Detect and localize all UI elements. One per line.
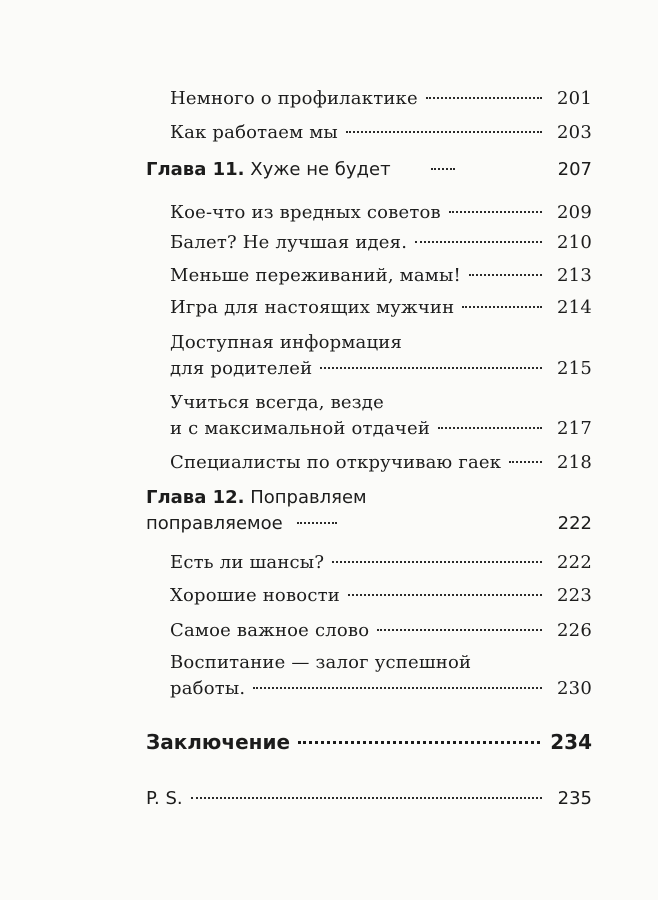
toc-page-number: 215 bbox=[557, 358, 592, 379]
toc-page-number: 218 bbox=[557, 452, 592, 473]
dot-leader bbox=[462, 306, 542, 308]
toc-entry-title: Доступная информация bbox=[170, 332, 403, 353]
dot-leader bbox=[297, 522, 337, 524]
toc-entry-title: Кое-что из вредных советов bbox=[170, 202, 441, 223]
toc-page-number: 234 bbox=[550, 730, 592, 754]
dot-leader bbox=[377, 629, 542, 631]
toc-entry-title: Игра для настоящих мужчин bbox=[170, 297, 455, 318]
toc-entry-title: Учиться всегда, везде bbox=[170, 392, 384, 413]
toc-entry-title-continued: работы. bbox=[170, 678, 246, 699]
toc-page-number: 209 bbox=[557, 202, 592, 223]
chapter-label: Глава 12. bbox=[146, 487, 245, 508]
chapter-title: Хуже не будет bbox=[250, 159, 391, 180]
dot-leader bbox=[449, 211, 542, 213]
chapter-title-continued: поправляемое bbox=[146, 513, 283, 534]
toc-entry-title: Самое важное слово bbox=[170, 620, 370, 641]
toc-page-number: 222 bbox=[557, 513, 592, 534]
toc-page-number: 201 bbox=[557, 88, 592, 109]
dot-leader bbox=[320, 367, 542, 369]
dot-leader bbox=[253, 687, 542, 689]
toc-entry-title-continued: и с максимальной отдачей bbox=[170, 418, 431, 439]
toc-entry-title: Балет? Не лучшая идея. bbox=[170, 232, 408, 253]
toc-entry-title: Немного о профилактике bbox=[170, 88, 418, 109]
conclusion-title: Заключение bbox=[146, 730, 291, 754]
toc-page-number: 226 bbox=[557, 620, 592, 641]
toc-entry-title: Как работаем мы bbox=[170, 122, 338, 143]
toc-page-number: 210 bbox=[557, 232, 592, 253]
dot-leader bbox=[346, 131, 542, 133]
dot-leader bbox=[431, 168, 455, 170]
chapter-title: Поправляем bbox=[250, 487, 367, 508]
chapter-label: Глава 11. bbox=[146, 159, 245, 180]
toc-entry-title: Меньше переживаний, мамы! bbox=[170, 265, 461, 286]
toc-page-number: 213 bbox=[557, 265, 592, 286]
toc-page-number: 222 bbox=[557, 552, 592, 573]
dot-leader bbox=[298, 741, 540, 744]
dot-leader bbox=[348, 594, 542, 596]
ps-title: P. S. bbox=[146, 788, 183, 809]
toc-page-number: 223 bbox=[557, 585, 592, 606]
dot-leader bbox=[415, 241, 542, 243]
toc-page-number: 217 bbox=[557, 418, 592, 439]
toc-page-number: 207 bbox=[557, 159, 592, 180]
toc-entry-title: Хорошие новости bbox=[170, 585, 340, 606]
toc-entry-title-continued: для родителей bbox=[170, 358, 313, 379]
dot-leader bbox=[438, 427, 542, 429]
toc-page-number: 214 bbox=[557, 297, 592, 318]
toc-page-number: 230 bbox=[557, 678, 592, 699]
toc-entry-title: Есть ли шансы? bbox=[170, 552, 325, 573]
toc-entry-title: Специалисты по откручиваю гаек bbox=[170, 452, 502, 473]
dot-leader bbox=[191, 797, 542, 799]
toc-page-number: 203 bbox=[557, 122, 592, 143]
dot-leader bbox=[332, 561, 542, 563]
toc-page-number: 235 bbox=[557, 788, 592, 809]
dot-leader bbox=[469, 274, 542, 276]
dot-leader bbox=[509, 461, 542, 463]
dot-leader bbox=[426, 97, 542, 99]
toc-entry-title: Воспитание — залог успешной bbox=[170, 652, 472, 673]
